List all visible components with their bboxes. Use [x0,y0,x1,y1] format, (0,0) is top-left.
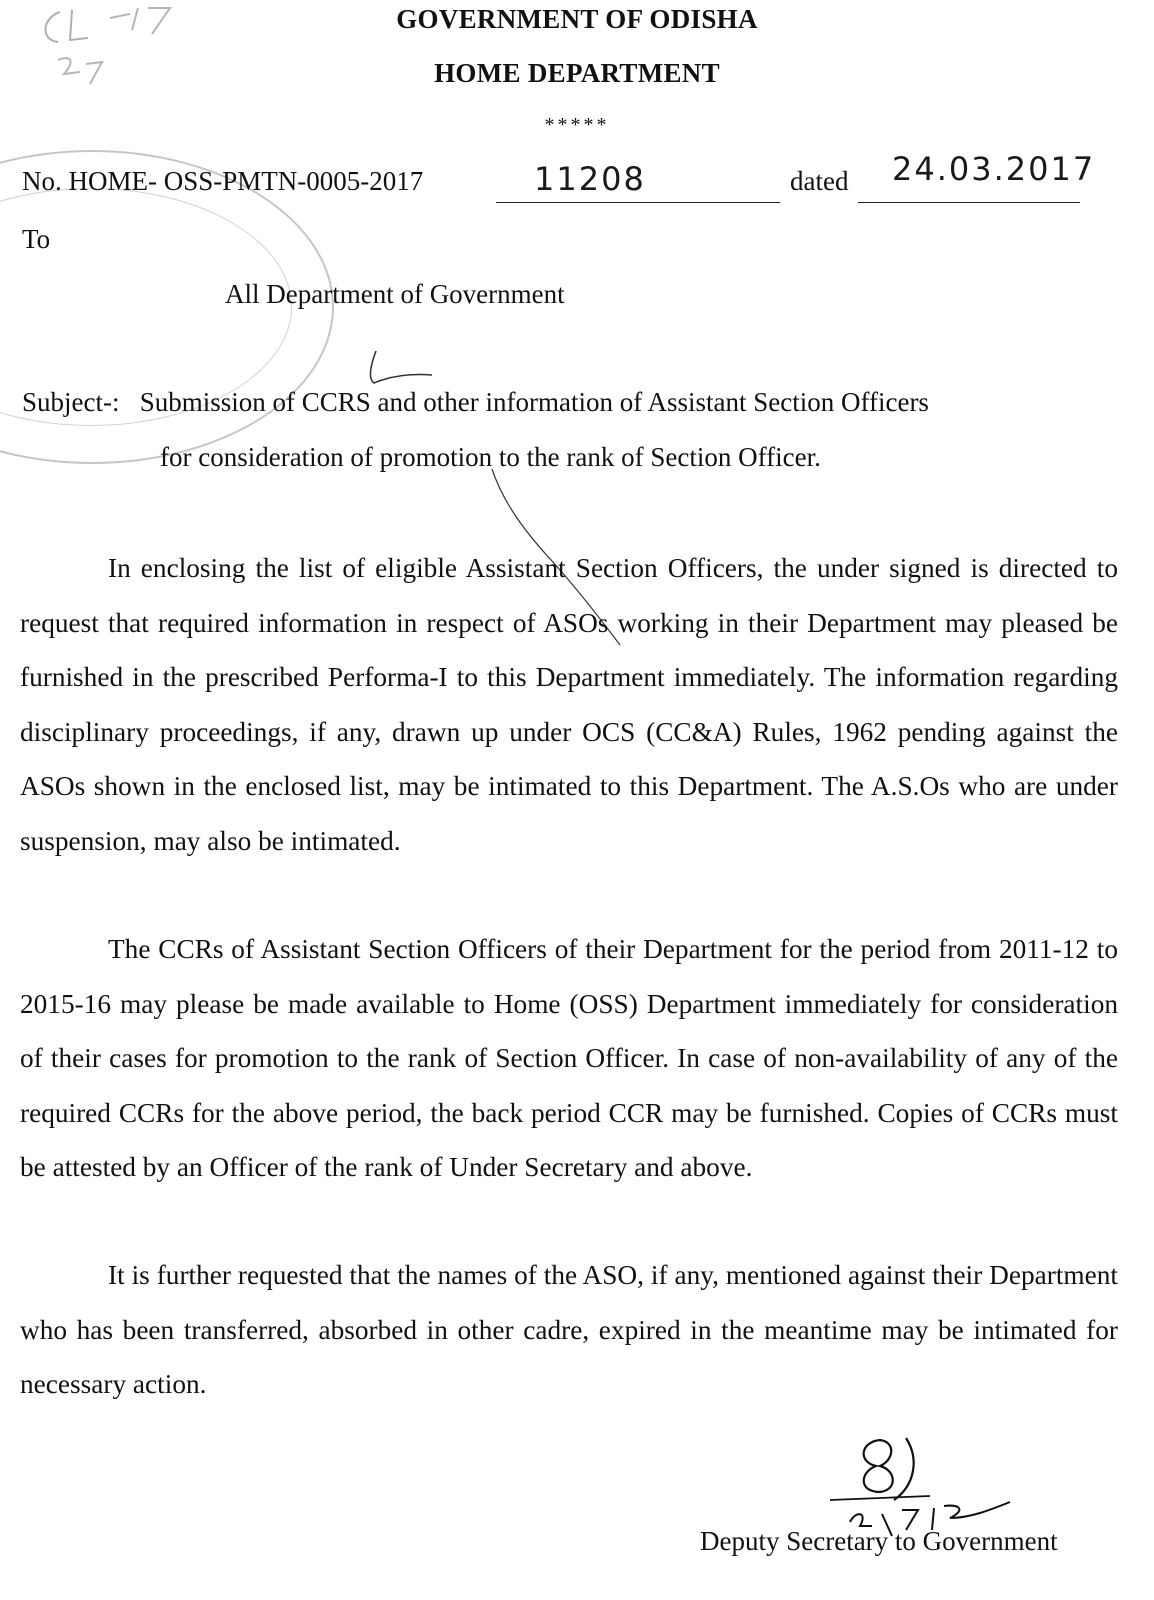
subject-text-line1: Submission of CCRS and other information of Assistant Section Officers [139,387,929,417]
government-title: GOVERNMENT OF ODISHA [396,4,758,34]
body-paragraph-2: The CCRs of Assistant Section Officers of their Department for the period from 2011-12 to 2015-16 may please be made available to Home (OSS) Department immediately for consideration of their cases for promotion to the rank of Section Officer. In case of non-availability of any of the required CCRs for the above period, the back period CCR may be furnished. Copies of CCRs must be attested by an Officer of the rank of Under Secretary and above. [20,934,1118,1182]
date-underline [858,202,1080,203]
body-paragraph-1: In enclosing the list of eligible Assistant Section Officers, the under signed is directed to request that required information in respect of ASOs working in their Department may pleased be furnished in the prescribed Performa-I to this Department immediately. The information regarding disciplinary proceedings, if any, drawn up under OCS (CC&A) Rules, 1962 pending against the ASOs shown in the enclosed list, may be intimated to this Department. The A.S.Os who are under suspension, may also be intimated. [20,553,1118,856]
dated-label: dated [790,166,849,196]
reference-number-handwritten: 11208 [534,160,646,198]
reference-number-underline [496,202,780,203]
subject-label: Subject-: [22,387,120,417]
signatory-designation: Deputy Secretary to Government [700,1526,1058,1556]
header-separator: ***** [544,114,610,136]
subject-line [22,387,929,418]
body-paragraph-3: It is further requested that the names of the ASO, if any, mentioned against their Department who has been transferred, absorbed in other cadre, expired in the meantime may be intimated for necessary action. [20,1260,1118,1399]
to-label: To [22,224,51,254]
date-handwritten: 24.03.2017 [892,150,1096,188]
reference-number-prefix: No. HOME- OSS-PMTN-0005-2017 [22,166,424,196]
department-title: HOME DEPARTMENT [434,58,720,88]
subject-text-line2: for consideration of promotion to the rank of Section Officer. [160,442,821,472]
recipient: All Department of Government [225,279,565,309]
